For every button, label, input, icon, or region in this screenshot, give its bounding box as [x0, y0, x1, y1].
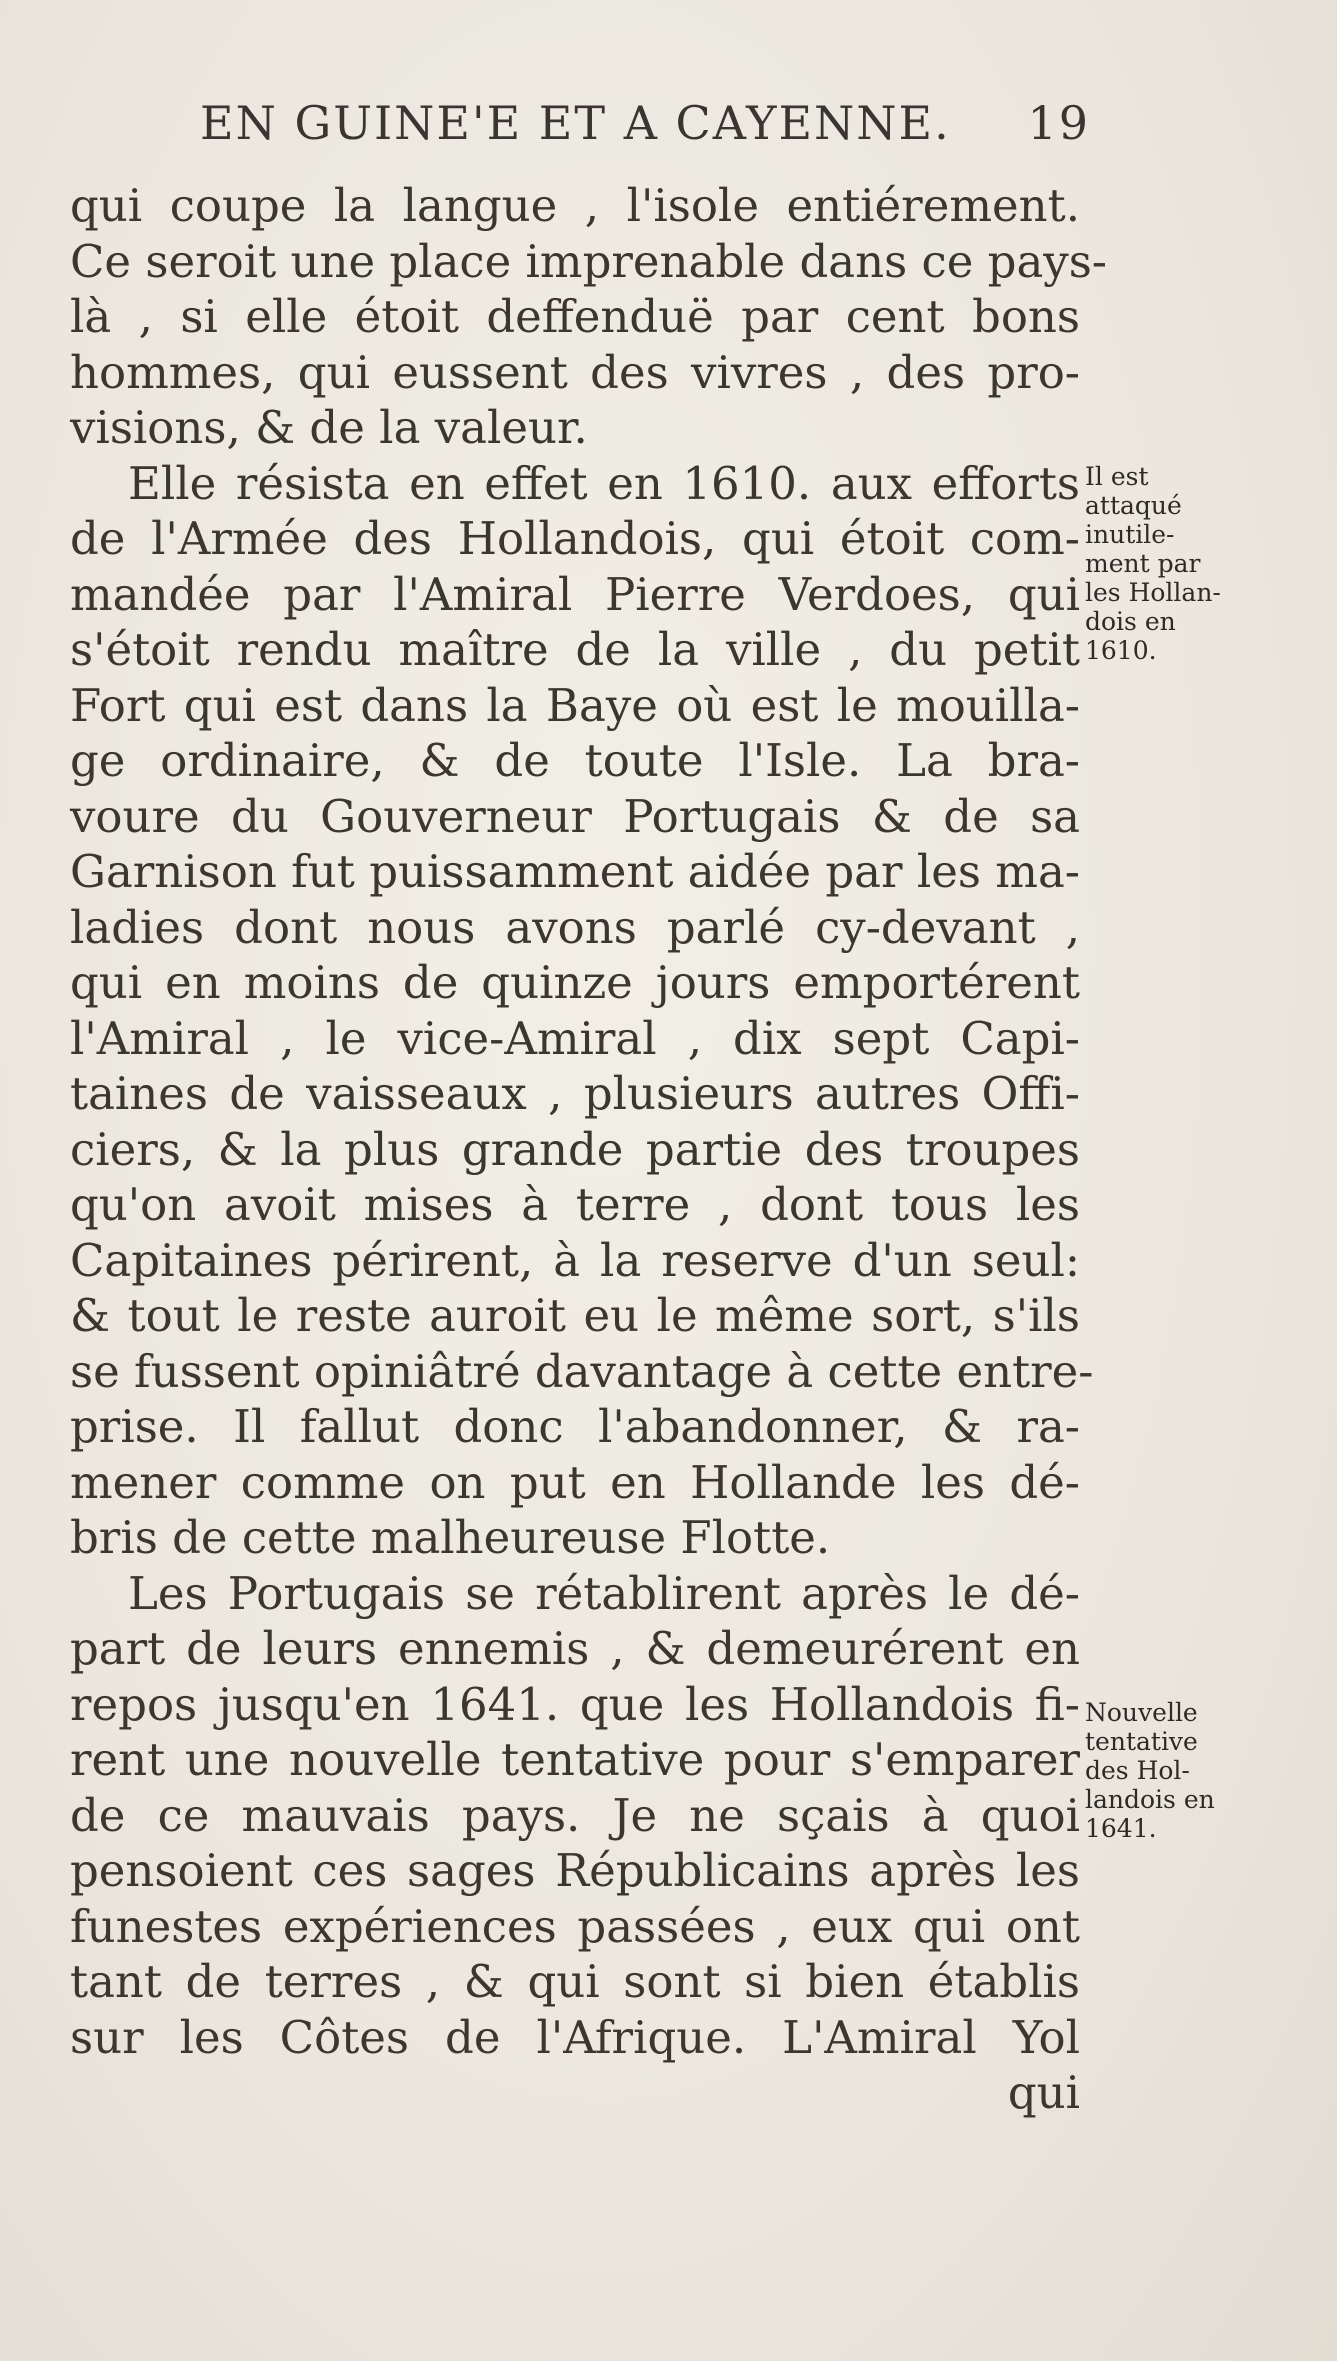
text-line: Ce seroit une place imprenable dans ce pays- — [70, 234, 1107, 288]
margin-note-line: dois en — [1085, 607, 1176, 636]
margin-note-line: 1641. — [1085, 1814, 1157, 1843]
text-line: rent une nouvelle tentative pour s'emparer — [70, 1733, 1080, 1786]
margin-note-line: attaqué — [1085, 491, 1182, 520]
text-line: qui en moins de quinze jours emportérent — [70, 956, 1080, 1009]
text-line: tant de terres , & qui sont si bien établis — [70, 1955, 1080, 2008]
margin-note-line: les Hollan- — [1085, 578, 1221, 607]
text-line: repos jusqu'en 1641. que les Hollandois fi- — [70, 1677, 1080, 1731]
text-line: & tout le reste auroit eu le même sort, s'ils — [70, 1289, 1080, 1342]
text-line: l'Amiral , le vice-Amiral , dix sept Capi- — [70, 1011, 1080, 1065]
text-line: prise. Il fallut donc l'abandonner, & ra- — [70, 1400, 1080, 1453]
margin-note-line: des Hol- — [1085, 1756, 1190, 1785]
text-line: se fussent opiniâtré davantage à cette entre- — [70, 1344, 1094, 1398]
margin-note-line: tentative — [1085, 1727, 1198, 1756]
margin-note-line: 1610. — [1085, 636, 1157, 665]
text-line: taines de vaisseaux , plusieurs autres Offi- — [70, 1067, 1080, 1120]
text-line: ge ordinaire, & de toute l'Isle. La bra- — [70, 734, 1080, 787]
running-title: EN GUINE'E ET A CAYENNE. — [200, 96, 951, 150]
margin-note-line: ment par — [1085, 549, 1201, 578]
text-line: mener comme on put en Hollande les dé- — [70, 1455, 1080, 1509]
text-line: part de leurs ennemis , & demeurérent en — [70, 1622, 1080, 1675]
text-line: funestes expériences passées , eux qui ont — [70, 1899, 1080, 1953]
text-line: qu'on avoit mises à terre , dont tous les — [70, 1178, 1080, 1231]
margin-note-1641 — [1085, 1698, 1265, 1843]
text-line: ciers, & la plus grande partie des troupes — [70, 1122, 1080, 1176]
margin-note-1610 — [1085, 462, 1265, 665]
body-text — [70, 178, 1107, 2121]
text-line: pensoient ces sages Républicains après les — [70, 1844, 1080, 1897]
text-line: Garnison fut puissamment aidée par les ma- — [70, 845, 1080, 898]
text-line: ladies dont nous avons parlé cy-devant , — [70, 900, 1080, 954]
text-line: mandée par l'Amiral Pierre Verdoes, qui — [70, 567, 1080, 621]
text-line: de ce mauvais pays. Je ne sçais à quoi — [70, 1788, 1080, 1842]
text-line: s'étoit rendu maître de la ville , du petit — [70, 623, 1080, 676]
text-line: bris de cette malheureuse Flotte. — [70, 1511, 831, 1564]
page-number: 19 — [1027, 96, 1090, 150]
text-line: de l'Armée des Hollandois, qui étoit com- — [70, 512, 1080, 565]
text-line: Capitaines périrent, à la reserve d'un seul: — [70, 1233, 1080, 1287]
margin-note-line: inutile- — [1085, 520, 1175, 549]
margin-note-line: landois en — [1085, 1785, 1215, 1814]
text-line: Fort qui est dans la Baye où est le mouilla- — [70, 678, 1080, 732]
margin-note-line: Nouvelle — [1085, 1698, 1198, 1727]
text-line: sur les Côtes de l'Afrique. L'Amiral Yol — [70, 2010, 1080, 2064]
text-line: hommes, qui eussent des vivres , des pro- — [70, 345, 1080, 399]
catchword: qui — [1007, 2066, 1080, 2119]
text-line: qui coupe la langue , l'isole entiérement. — [70, 179, 1080, 232]
text-line: Les Portugais se rétablirent après le dé- — [128, 1566, 1080, 1620]
text-line: là , si elle étoit deffenduë par cent bons — [70, 290, 1080, 343]
margin-note-line: Il est — [1085, 462, 1149, 491]
text-line: visions, & de la valeur. — [70, 401, 588, 454]
text-line: Elle résista en effet en 1610. aux efforts — [128, 456, 1080, 510]
text-line: voure du Gouverneur Portugais & de sa — [70, 789, 1080, 843]
running-header — [200, 96, 1090, 156]
